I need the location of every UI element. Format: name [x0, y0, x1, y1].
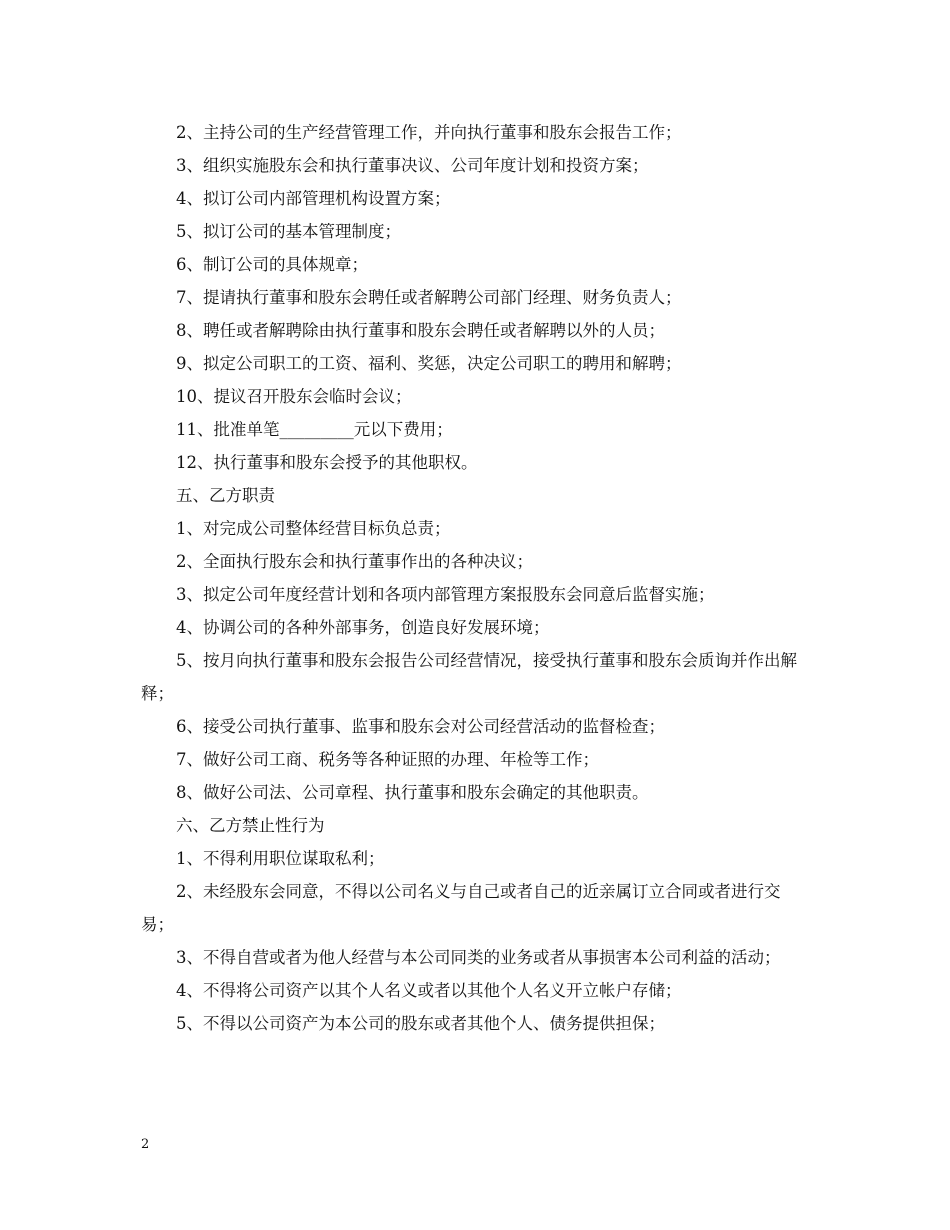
paragraph: 2、主持公司的生产经营管理工作，并向执行董事和股东会报告工作；	[176, 123, 682, 142]
paragraph: 10、提议召开股东会临时会议；	[176, 387, 412, 406]
paragraph: 1、对完成公司整体经营目标负总责；	[176, 519, 451, 538]
paragraph: 3、不得自营或者为他人经营与本公司同类的业务或者从事损害本公司利益的活动；	[176, 948, 781, 967]
paragraph: 6、制订公司的具体规章；	[176, 255, 368, 274]
paragraph: 7、提请执行董事和股东会聘任或者解聘公司部门经理、财务负责人；	[176, 288, 682, 307]
paragraph: 5、不得以公司资产为本公司的股东或者其他个人、债务提供担保；	[176, 1014, 665, 1033]
paragraph: 4、不得将公司资产以其个人名义或者以其他个人名义开立帐户存储；	[176, 981, 682, 1000]
section-heading: 六、乙方禁止性行为	[176, 816, 325, 835]
paragraph: 6、接受公司执行董事、监事和股东会对公司经营活动的监督检查；	[176, 717, 665, 736]
paragraph: 2、未经股东会同意，不得以公司名义与自己或者自己的近亲属订立合同或者进行交易；	[141, 882, 781, 934]
paragraph: 7、做好公司工商、税务等各种证照的办理、年检等工作；	[176, 750, 599, 769]
paragraph: 5、按月向执行董事和股东会报告公司经营情况，接受执行董事和股东会质询并作出解释；	[141, 651, 797, 703]
page-number: 2	[141, 1137, 150, 1152]
paragraph: 8、做好公司法、公司章程、执行董事和股东会确定的其他职责。	[176, 783, 649, 802]
paragraph: 3、拟定公司年度经营计划和各项内部管理方案报股东会同意后监督实施；	[176, 585, 715, 604]
paragraph: 5、拟订公司的基本管理制度；	[176, 222, 401, 241]
document-body	[141, 116, 813, 1040]
paragraph: 4、协调公司的各种外部事务，创造良好发展环境；	[176, 618, 550, 637]
paragraph: 2、全面执行股东会和执行董事作出的各种决议；	[176, 552, 533, 571]
section-heading: 五、乙方职责	[176, 486, 275, 505]
paragraph: 9、拟定公司职工的工资、福利、奖惩，决定公司职工的聘用和解聘；	[176, 354, 682, 373]
paragraph: 8、聘任或者解聘除由执行董事和股东会聘任或者解聘以外的人员；	[176, 321, 665, 340]
paragraph: 12、执行董事和股东会授予的其他职权。	[176, 453, 478, 472]
paragraph: 4、拟订公司内部管理机构设置方案；	[176, 189, 451, 208]
paragraph: 1、不得利用职位谋取私利；	[176, 849, 385, 868]
paragraph: 11、批准单笔_________元以下费用；	[176, 420, 453, 439]
paragraph: 3、组织实施股东会和执行董事决议、公司年度计划和投资方案；	[176, 156, 649, 175]
